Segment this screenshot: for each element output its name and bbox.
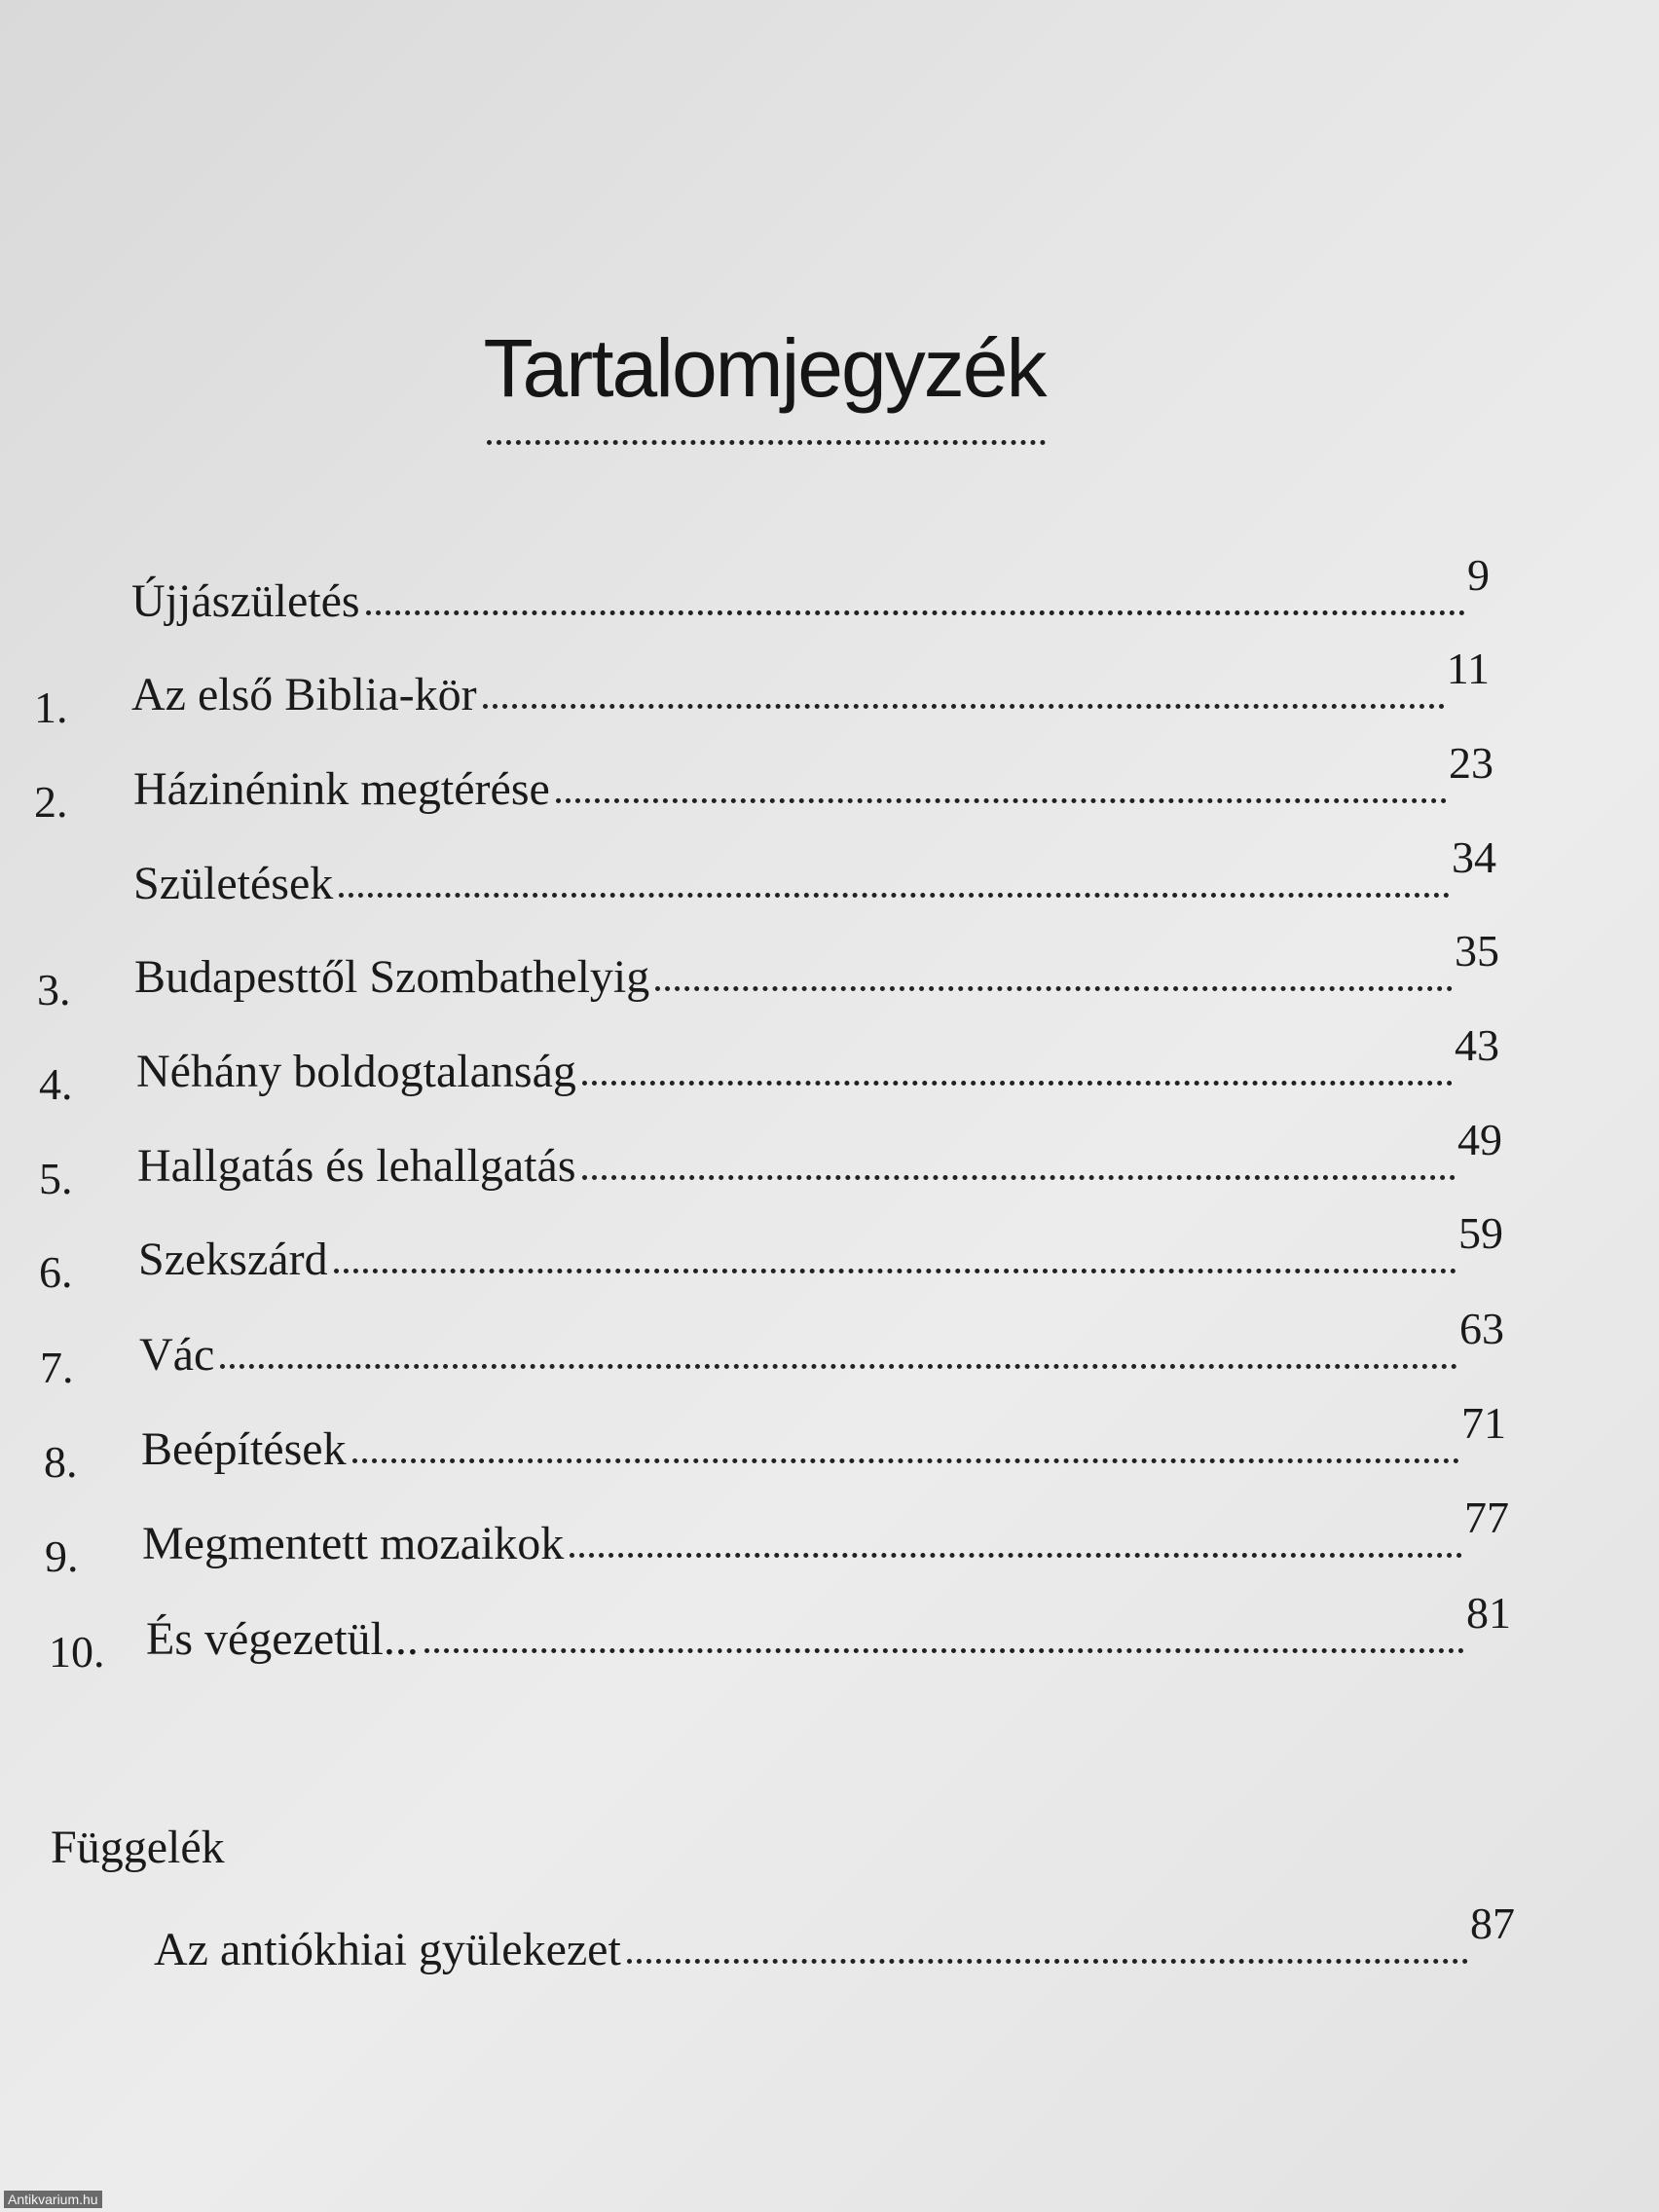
toc-entry-title: Szekszárd [138, 1234, 328, 1285]
toc-entry [37, 926, 1499, 1014]
toc-leader-dots [424, 1648, 1464, 1653]
toc-entry-page: 11 [1446, 644, 1490, 693]
toc-entry-number: 5. [39, 1154, 73, 1203]
toc-entry-title: Megmentett mozaikok [142, 1518, 565, 1569]
toc-leader-dots [352, 1458, 1459, 1463]
toc-entry-page: 59 [1458, 1208, 1503, 1258]
toc-entry-title: Az antiókhiai gyülekezet [154, 1924, 621, 1975]
appendix-entry [154, 1899, 1515, 1975]
toc-leader-dots [483, 704, 1445, 709]
toc-entry-page: 43 [1455, 1020, 1499, 1070]
toc-entry-page: 35 [1455, 926, 1499, 976]
toc-entry-number: 9. [45, 1531, 79, 1581]
toc-entry-page: 34 [1452, 832, 1496, 882]
toc-entry-title: Házinénink megtérése [133, 763, 550, 815]
toc-entry [34, 644, 1490, 732]
toc-entry-page: 63 [1459, 1304, 1504, 1353]
toc-leader-dots [366, 610, 1465, 615]
toc-entry-title: Újjászületés [131, 575, 360, 627]
toc-entry-title: Az első Biblia-kör [131, 669, 477, 720]
toc-entry-page: 87 [1470, 1899, 1515, 1948]
toc-leader-dots [627, 1959, 1468, 1964]
toc-entry [133, 832, 1496, 909]
toc-entry-title: Néhány boldogtalanság [136, 1046, 576, 1097]
toc-leader-dots [556, 798, 1447, 803]
toc-entry-page: 81 [1466, 1588, 1511, 1638]
toc-leader-dots [570, 1553, 1462, 1558]
toc-entry-page: 71 [1461, 1398, 1506, 1448]
toc-entry [131, 550, 1490, 627]
appendix-heading: Függelék [51, 1822, 225, 1873]
toc-entry [45, 1493, 1509, 1581]
toc-entry-number: 10. [49, 1627, 105, 1677]
toc-entry-number: 7. [40, 1343, 74, 1392]
toc-entry-number: 4. [39, 1059, 73, 1109]
toc-entry-page: 77 [1464, 1493, 1509, 1542]
toc-entry-title: Születések [133, 858, 334, 909]
toc-entry [44, 1398, 1506, 1487]
toc-leader-dots [582, 1175, 1456, 1180]
toc-entry-title: Budapesttől Szombathelyig [134, 951, 650, 1003]
page-title: Tartalomjegyzék [483, 322, 1046, 414]
toc-leader-dots [655, 986, 1453, 991]
toc-leader-dots [582, 1081, 1453, 1086]
toc-entry-number: 6. [39, 1247, 73, 1297]
toc-entry-number: 8. [44, 1437, 78, 1487]
toc-entry-title: Beépítések [141, 1423, 347, 1475]
toc-entry-number: 1. [34, 682, 68, 732]
title-dotted-rule [487, 440, 1046, 445]
toc-entry [40, 1304, 1504, 1392]
toc-leader-dots [334, 1269, 1456, 1273]
toc-entry-title: És végezetül... [146, 1613, 419, 1665]
watermark-label: Antikvarium.hu [4, 2191, 102, 2208]
toc-leader-dots [339, 893, 1450, 898]
toc-entry-title: Vác [139, 1329, 215, 1381]
toc-entry-number: 2. [34, 777, 68, 827]
toc-entry [39, 1020, 1499, 1109]
toc-entry [49, 1588, 1511, 1677]
toc-entry [34, 738, 1493, 827]
toc-entry-page: 9 [1467, 550, 1490, 600]
toc-entry [39, 1208, 1503, 1297]
toc-entry-title: Hallgatás és lehallgatás [137, 1140, 576, 1192]
toc-entry-page: 23 [1449, 738, 1493, 788]
toc-entry [39, 1115, 1502, 1203]
toc-leader-dots [220, 1364, 1457, 1369]
toc-entry-page: 49 [1457, 1115, 1502, 1164]
toc-entry-number: 3. [37, 965, 71, 1014]
